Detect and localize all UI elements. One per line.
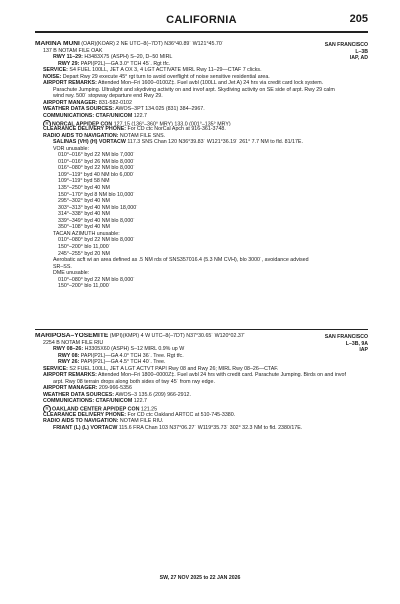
field-label: SALINAS (VH) (H) VORTACW [53, 139, 126, 146]
field-label: SERVICE: [43, 365, 68, 372]
field-value: AWOS–3PT 134.025 (831) 384–2967. [114, 106, 205, 113]
field-label: RWY 08–26: [53, 346, 84, 353]
field-value: AWOS–3 135.6 (209) 966-2912. [114, 391, 191, 398]
field-value: SR–SS. [53, 263, 72, 270]
field-label: RADIO AIDS TO NAVIGATION: [43, 418, 119, 425]
field-label: CLEARANCE DELIVERY PHONE: [43, 126, 126, 133]
field-value: 245°–255° byd 20 NM [58, 250, 110, 257]
field-label: AIRPORT REMARKS: [43, 80, 97, 87]
field-value: 295°–302° byd 40 NM [58, 198, 110, 205]
field-value: (OAR)(KOAR) 2 NE UTC–8(–7DT) N36°40.89´ W121°45.70´ [79, 41, 224, 47]
field-value: H3483X75 (ASPH) S–20, D–50 MIRL [82, 54, 173, 61]
field-value: 115.6 FRA Chan 103 N37°06.27´ W119°35.73´ 302° 32.3 NM to fld. 2380/17E. [117, 424, 303, 431]
chart-reference: L–3B, 9A [345, 340, 368, 347]
procedures-reference: IAP, AD [349, 55, 368, 62]
field-value: 150°–200° blo 11,000´ [58, 283, 111, 290]
field-value: 831-582-0102 [97, 99, 132, 106]
field-label: AIRPORT REMARKS: [43, 372, 97, 379]
state-title: CALIFORNIA [166, 14, 237, 26]
field-value: 010°–080° byd 22 NM blo 8,000´ [58, 237, 135, 244]
page-number: 205 [349, 13, 368, 25]
entry-line [35, 425, 368, 432]
region-label: SAN FRANCISCO [324, 42, 368, 48]
field-value: Aerobatic acft wi an area defined as .5 NM rds of SNS357016.4 (5.3 NM CVH), blo 3000´, avoidance advised [53, 257, 309, 264]
radar-symbol-icon: R [43, 120, 51, 127]
chart-reference: L–3B [355, 48, 368, 55]
field-label: FRIANT (L) (L) VORTACW [53, 424, 118, 431]
region-label: SAN FRANCISCO [324, 334, 368, 340]
radar-symbol-icon: R [43, 405, 51, 412]
field-value: 209-966-5356 [97, 385, 132, 392]
field-value: NOTAM FILE SNS. [118, 132, 166, 139]
field-value: 127.15 (136°–360° MRY) 133.0 (001°–135° MRY) [112, 120, 231, 127]
field-value: 121.25 [139, 406, 158, 412]
effective-dates-footer: SW, 27 NOV 2025 to 22 JAN 2026 [159, 575, 241, 581]
field-value: PAPI(P2L)—GA 4.5° TCH 40´. Tree. [79, 359, 166, 366]
field-label: RWY 11–29: [53, 54, 83, 61]
field-value: S2 FUEL 100LL, JET A LGT ACTVT PAPI Rwy 08 and Rwy 26; MIRL Rwy 08–26—CTAF. [67, 365, 279, 372]
field-label: RWY 08: [58, 352, 80, 359]
field-value: 117.3 SNS Chan 120 N36°39.83´ W121°36.19´ 261° 7.7 NM to fld. 81/17E. [125, 139, 303, 146]
field-value: 010°–080° byd 22 NM blo 8,000´ [58, 276, 135, 283]
field-value: TACAN AZIMUTH unusable: [53, 230, 120, 237]
field-label: SERVICE: [43, 67, 68, 74]
field-value: 150°–200° blo 11,000´ [58, 243, 111, 250]
field-label: RWY 29: [58, 60, 80, 67]
field-value: 150°–170° byd 8 NM blo 10,000´ [58, 191, 135, 198]
field-value: wind rwy. 500´ stopway departure end Rwy 29. [53, 93, 163, 100]
field-value: 314°–338° byd 40 NM [58, 211, 110, 218]
field-value: NOTAM FILE RIU. [118, 418, 164, 425]
field-value: 122.7 [132, 398, 147, 405]
field-value: Parachute Jumping. Ultralight and skydiving activity on and invof arpt. Skydiving activity on SE side of arpt. Rwy 29 calm [53, 86, 335, 93]
field-label: NORCAL APP/DEP CON [52, 120, 113, 127]
field-label: AIRPORT MANAGER: [43, 385, 98, 392]
field-value: 010°–016° byd 26 NM blo 8,000´ [58, 158, 135, 165]
field-value: 339°–349° byd 40 NM blo 8,000´ [58, 217, 135, 224]
field-value: Attended Mon–Fri 1600–0100Z‡. Fuel avbl (100LL and Jet A) 24 hrs via credit card lock system. [96, 80, 324, 87]
field-value: 016°–080° byd 22 NM blo 8,000´ [58, 165, 135, 172]
field-value: Attended Mon–Fri 1800–0000Z‡. Fuel avbl 24 hrs with credit card. Parachute Jumping. Birds on and invof [96, 372, 346, 379]
field-value: For CD ctc Oakland ARTCC at 510-745-3380. [126, 411, 236, 418]
procedures-reference: IAP [359, 347, 368, 354]
field-label: RWY 26: [58, 359, 80, 366]
field-value: 350°–108° byd 40 NM [58, 224, 110, 231]
airport-name: MARINA MUNI [35, 41, 80, 47]
airport-entry-mariposa [35, 333, 368, 431]
entry-divider [35, 329, 368, 330]
field-value: (MPI)(KMPI) 4 W UTC–8(–7DT) N37°30.65´ W120°02.37´ [108, 333, 246, 339]
field-value: DME unusable: [53, 270, 90, 277]
field-value: 137 B NOTAM FILE OAK [43, 47, 103, 54]
field-value: 135°–250° byd 40 NM [58, 185, 110, 192]
field-label: NOISE: [43, 73, 62, 80]
entry-line [35, 283, 368, 290]
field-label: WEATHER DATA SOURCES: [43, 106, 115, 113]
field-value: For CD ctc NorCal Apch at 916-361-3748. [126, 126, 226, 133]
header-rule [35, 31, 368, 33]
airport-name: MARIPOSA–YOSEMITE [35, 333, 109, 339]
field-value: 109°–119° byd 58 NM [58, 178, 110, 185]
field-label: AIRPORT MANAGER: [43, 99, 98, 106]
field-value: VOR unusable: [53, 145, 89, 152]
field-label: COMMUNICATIONS: CTAF/UNICOM [43, 113, 133, 120]
field-value: S4 FUEL 100LL, JET A OX 3, 4 LGT ACTIVATE MIRL Rwy 11–29—CTAF 7 clicks. [67, 67, 262, 74]
page-header [35, 14, 368, 28]
field-label: COMMUNICATIONS: CTAF/UNICOM [43, 398, 133, 405]
field-value: Depart Rwy 29 execute 45° rgt turn to avoid overflight of noise sensitive residential area. [61, 73, 270, 80]
airport-entry-marina [35, 41, 368, 290]
field-label: OAKLAND CENTER APP/DEP CON [52, 406, 140, 412]
field-label: RADIO AIDS TO NAVIGATION: [43, 132, 119, 139]
field-label: WEATHER DATA SOURCES: [43, 391, 115, 398]
field-value: 2254 B NOTAM FILE RIU [43, 339, 104, 346]
field-value: 010°–016° byd 22 NM blo 7,000´ [58, 152, 135, 159]
field-value: PAPI(P2L)—GA 4.0° TCH 36´. Tree. Rgt tfc. [79, 352, 184, 359]
field-label: CLEARANCE DELIVERY PHONE: [43, 411, 126, 418]
field-value: PAPI(P2L)—GA 3.0° TCH 45´. Rgt tfc. [79, 60, 171, 67]
field-value: arpt. Rwy 08 terrain drops along both sides of twy 45´ from rwy edge. [53, 378, 215, 385]
field-value: 122.7 [132, 113, 147, 120]
field-value: 109°–119° byd 40 NM blo 6,000´ [58, 171, 135, 178]
field-value: 303°–313° byd 40 NM blo 18,000´ [58, 204, 138, 211]
field-value: H3305X60 (ASPH) S–12 MIRL 0.9% up W [83, 346, 185, 353]
